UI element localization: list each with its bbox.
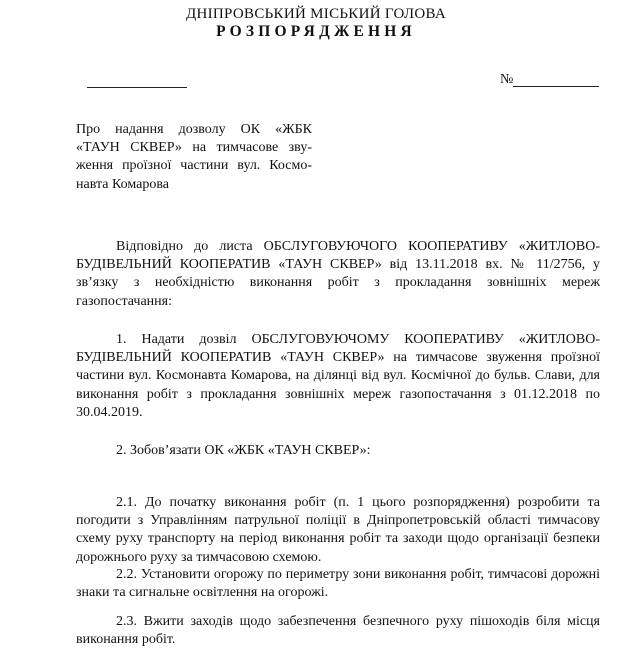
date-blank-line: [87, 77, 187, 88]
number-label: №: [500, 72, 514, 87]
intro-paragraph: Відповідно до листа ОБСЛУГОВУЮЧОГО КООПЕРАТИВУ «ЖИТЛОВО-БУДІВЕЛЬНИЙ КООПЕРАТИВ «ТАУН СКВЕР» від 13.11.2018 вх. № 11/2756, у зв’язку з необхідністю виконання робіт з прокладання зовнішніх мереж газопостачання:: [76, 239, 600, 309]
document-type-title: РОЗПОРЯДЖЕННЯ: [216, 23, 416, 40]
organization-heading: ДНІПРОВСЬКИЙ МІСЬКИЙ ГОЛОВА: [185, 6, 447, 22]
item-1-paragraph: 1. Надати дозвіл ОБСЛУГОВУЮЧОМУ КООПЕРАТИВУ «ЖИТЛОВОБУДІВЕЛЬНИЙ КООПЕРАТИВ «ТАУН СКВЕР» на тимчасове звуження проїзної частини вул. Космонавта Комарова, на ділянці від вул. Космічної до бульв. Слави, для виконання робіт з прокладання зовнішніх мереж газопостачання з 01.12.2018 по 30.04.2019.: [76, 332, 600, 420]
item-2-1-paragraph: 2.1. До початку виконання робіт (п. 1 цього розпорядження) розробити та погодити з Управлінням патрульної поліції в Дніпропетровській області тимчасову схему руху транспорту на період виконання робіт та заходи щодо організації безпеки дорожнього руху за тимчасовою схемою.: [76, 495, 600, 565]
document-subject: Про надання дозволу ОК «ЖБК «ТАУН СКВЕР» на тимчасове звуження проїзної частини вул. Космонавта Комарова: [76, 122, 312, 192]
item-2-paragraph: 2. Зобов’язати ОК «ЖБК «ТАУН СКВЕР»:: [116, 443, 371, 458]
item-2-3-paragraph: 2.3. Вжити заходів щодо забезпечення безпечного руху пішоходів біля місця виконання робіт.: [76, 614, 600, 648]
number-blank-line: [513, 76, 599, 87]
item-2-2-paragraph: 2.2. Установити огорожу по периметру зони виконання робіт, тимчасові дорожні знаки та сигнальне освітлення на огорожі.: [76, 567, 600, 601]
